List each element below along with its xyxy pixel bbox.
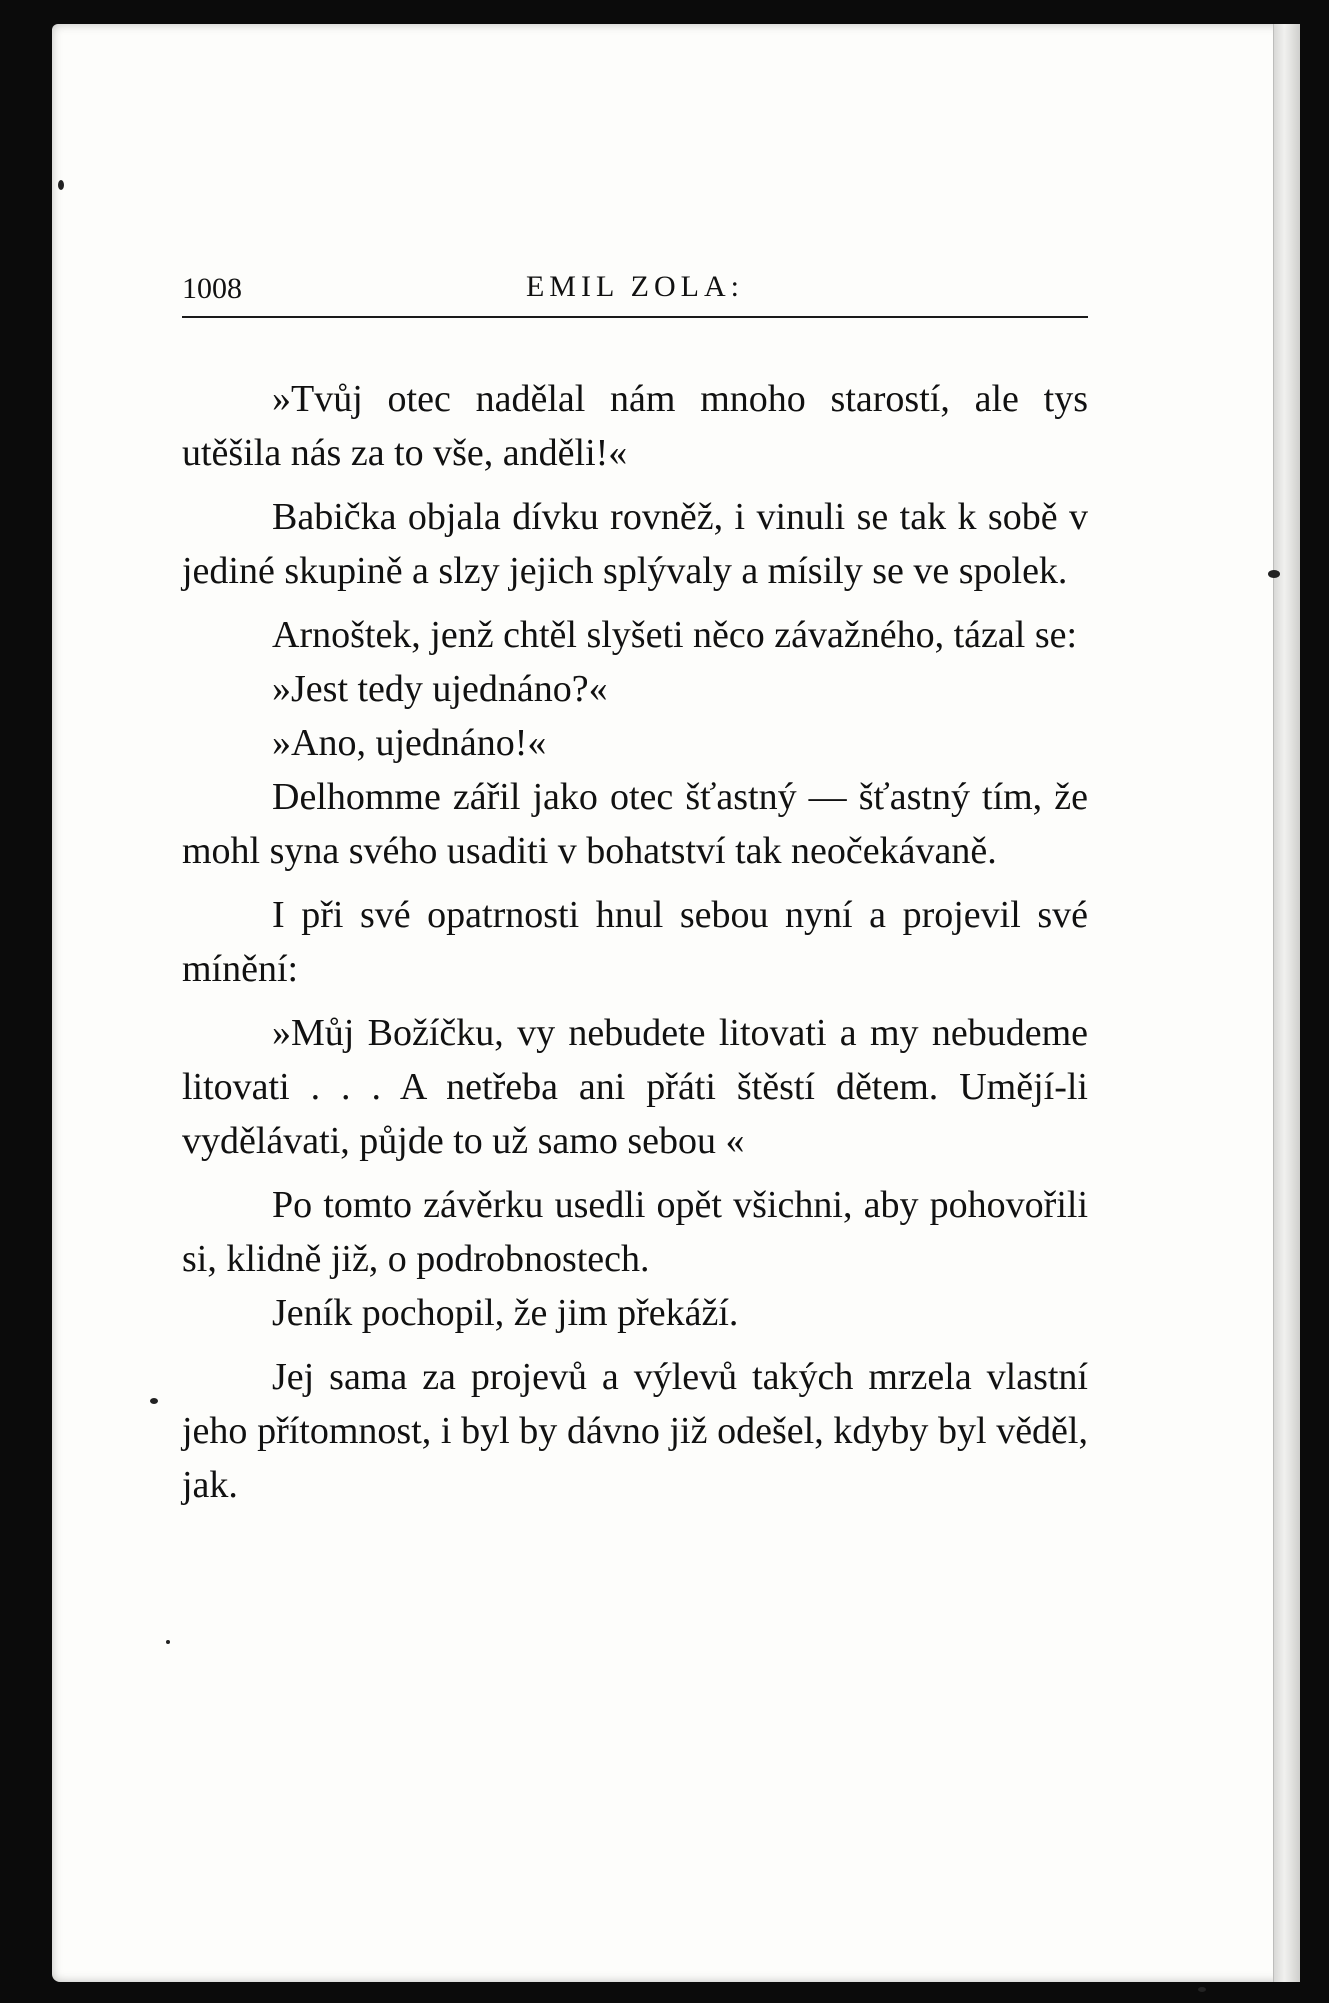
paragraph: »Ano, ujednáno!«	[272, 722, 547, 764]
scan-speck	[150, 1398, 158, 1404]
page-number: 1008	[182, 272, 242, 305]
paragraph: Babička objala dívku rovněž, i vinuli se tak k sobě v jediné skupině a slzy jejich splývaly a mísily se ve spolek.	[182, 496, 1088, 592]
running-head: EMIL ZOLA:	[525, 270, 745, 303]
page-header	[182, 266, 1088, 318]
paragraph: Po tomto závěrku usedli opět všichni, aby pohovořili si, klidně již, o podrobnostech.	[182, 1184, 1088, 1280]
paragraph: Jej sama za projevů a výlevů takých mrzela vlastní jeho přítomnost, i byl by dávno již odešel, kdyby byl věděl, jak.	[182, 1356, 1088, 1506]
scan-speck	[1198, 1987, 1206, 1992]
scan-speck	[1268, 570, 1280, 578]
page-edge	[1273, 24, 1300, 1982]
paragraph: »Tvůj otec nadělal nám mnoho starostí, ale tys utěšila nás za to vše, anděli!«	[182, 378, 1088, 474]
body-text	[182, 372, 1088, 1512]
scan-speck	[58, 180, 64, 190]
paragraph: Arnoštek, jenž chtěl slyšeti něco závažného, tázal se:	[272, 614, 1078, 656]
paragraph: Jeník pochopil, že jim překáží.	[272, 1292, 739, 1334]
scan-speck	[166, 1640, 170, 1644]
paragraph: Delhomme zářil jako otec šťastný — šťastný tím, že mohl syna svého usaditi v bohatství tak neočekávaně.	[182, 776, 1088, 872]
paragraph: I při své opatrnosti hnul sebou nyní a projevil své mínění:	[182, 894, 1088, 990]
paragraph: »Jest tedy ujednáno?«	[272, 668, 608, 710]
paragraph: »Můj Božíčku, vy nebudete litovati a my nebudeme litovati . . . A netřeba ani přáti štěstí dětem. Umějí-li vydělávati, půjde to už samo sebou «	[182, 1012, 1088, 1162]
